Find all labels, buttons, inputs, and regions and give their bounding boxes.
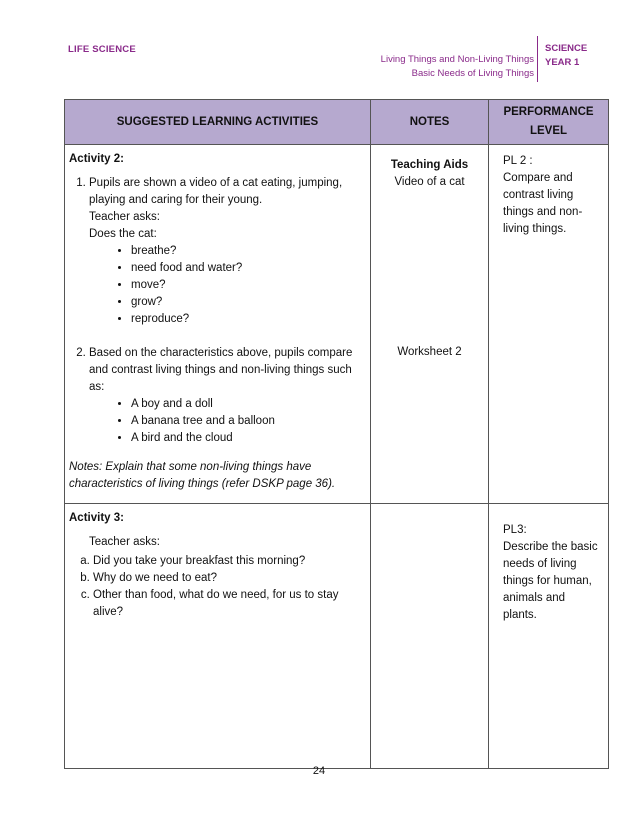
activity-title: Activity 2: <box>69 153 124 165</box>
table-row <box>65 145 609 504</box>
list-item: • move? <box>131 277 366 294</box>
teacher-note: Notes: Explain that some non-living things have characteristics of living things (refer DSKP page 36). <box>69 461 336 490</box>
activity-title: Activity 3: <box>69 512 124 524</box>
table-header-row <box>65 100 609 145</box>
list-item: • A banana tree and a balloon <box>131 413 366 430</box>
col-performance-header-line2: LEVEL <box>529 125 568 137</box>
pl-description: Compare and contrast living things and non-living things. <box>503 172 583 235</box>
pl-code: PL3: <box>503 524 527 536</box>
col-performance-header <box>489 100 609 145</box>
performance-level-cell <box>489 145 609 504</box>
header-course-line2: YEAR 1 <box>545 57 580 68</box>
step-text: 2. Based on the characteristics above, pupils compare and contrast living things and non-living things such as: <box>89 347 353 393</box>
bullet-list <box>89 243 366 328</box>
header-subject: LIFE SCIENCE <box>68 44 136 55</box>
list-item <box>89 345 366 447</box>
step-text: Teacher asks: <box>89 211 160 223</box>
list-item: • breathe? <box>131 243 366 260</box>
pl-description: Describe the basic needs of living things for human, animals and plants. <box>503 541 598 621</box>
question-list <box>69 553 366 621</box>
table-row <box>65 504 609 769</box>
activity-steps <box>69 175 366 447</box>
list-item: • need food and water? <box>131 260 366 277</box>
header-topic-line2: Basic Needs of Living Things <box>411 68 534 79</box>
header-divider <box>537 36 538 82</box>
list-item: • reproduce? <box>131 311 366 328</box>
step-text: Does the cat: <box>89 228 157 240</box>
list-item: • A bird and the cloud <box>131 430 366 447</box>
header-topic-line1: Living Things and Non-Living Things <box>380 54 534 65</box>
lesson-table <box>64 99 609 769</box>
list-item: b. Why do we need to eat? <box>93 570 366 587</box>
list-item <box>89 175 366 345</box>
teaching-aid-video: Video of a cat <box>394 176 465 188</box>
activity-3-cell <box>65 504 371 769</box>
list-item: • A boy and a doll <box>131 396 366 413</box>
notes-cell <box>371 145 489 504</box>
activity-intro: Teacher asks: <box>89 536 160 548</box>
col-notes-header: NOTES <box>371 100 489 145</box>
header-course-line1: SCIENCE <box>545 43 588 54</box>
col-performance-header-line1: PERFORMANCE <box>503 106 594 118</box>
notes-cell <box>371 504 489 769</box>
performance-level-cell <box>489 504 609 769</box>
bullet-list <box>89 396 366 447</box>
page-number: 24 <box>312 765 326 777</box>
step-text: 1. Pupils are shown a video of a cat eating, jumping, playing and caring for their young. <box>89 177 343 206</box>
header-topic <box>381 53 534 81</box>
list-item: • grow? <box>131 294 366 311</box>
header-course <box>545 42 587 70</box>
activity-2-cell <box>65 145 371 504</box>
col-activities-header: SUGGESTED LEARNING ACTIVITIES <box>65 100 371 145</box>
teaching-aid-worksheet: Worksheet 2 <box>397 346 462 358</box>
list-item: a. Did you take your breakfast this morning? <box>93 553 366 570</box>
teaching-aids-title: Teaching Aids <box>390 159 469 171</box>
list-item: c. Other than food, what do we need, for us to stay alive? <box>93 587 366 621</box>
pl-code: PL 2 : <box>503 155 533 167</box>
